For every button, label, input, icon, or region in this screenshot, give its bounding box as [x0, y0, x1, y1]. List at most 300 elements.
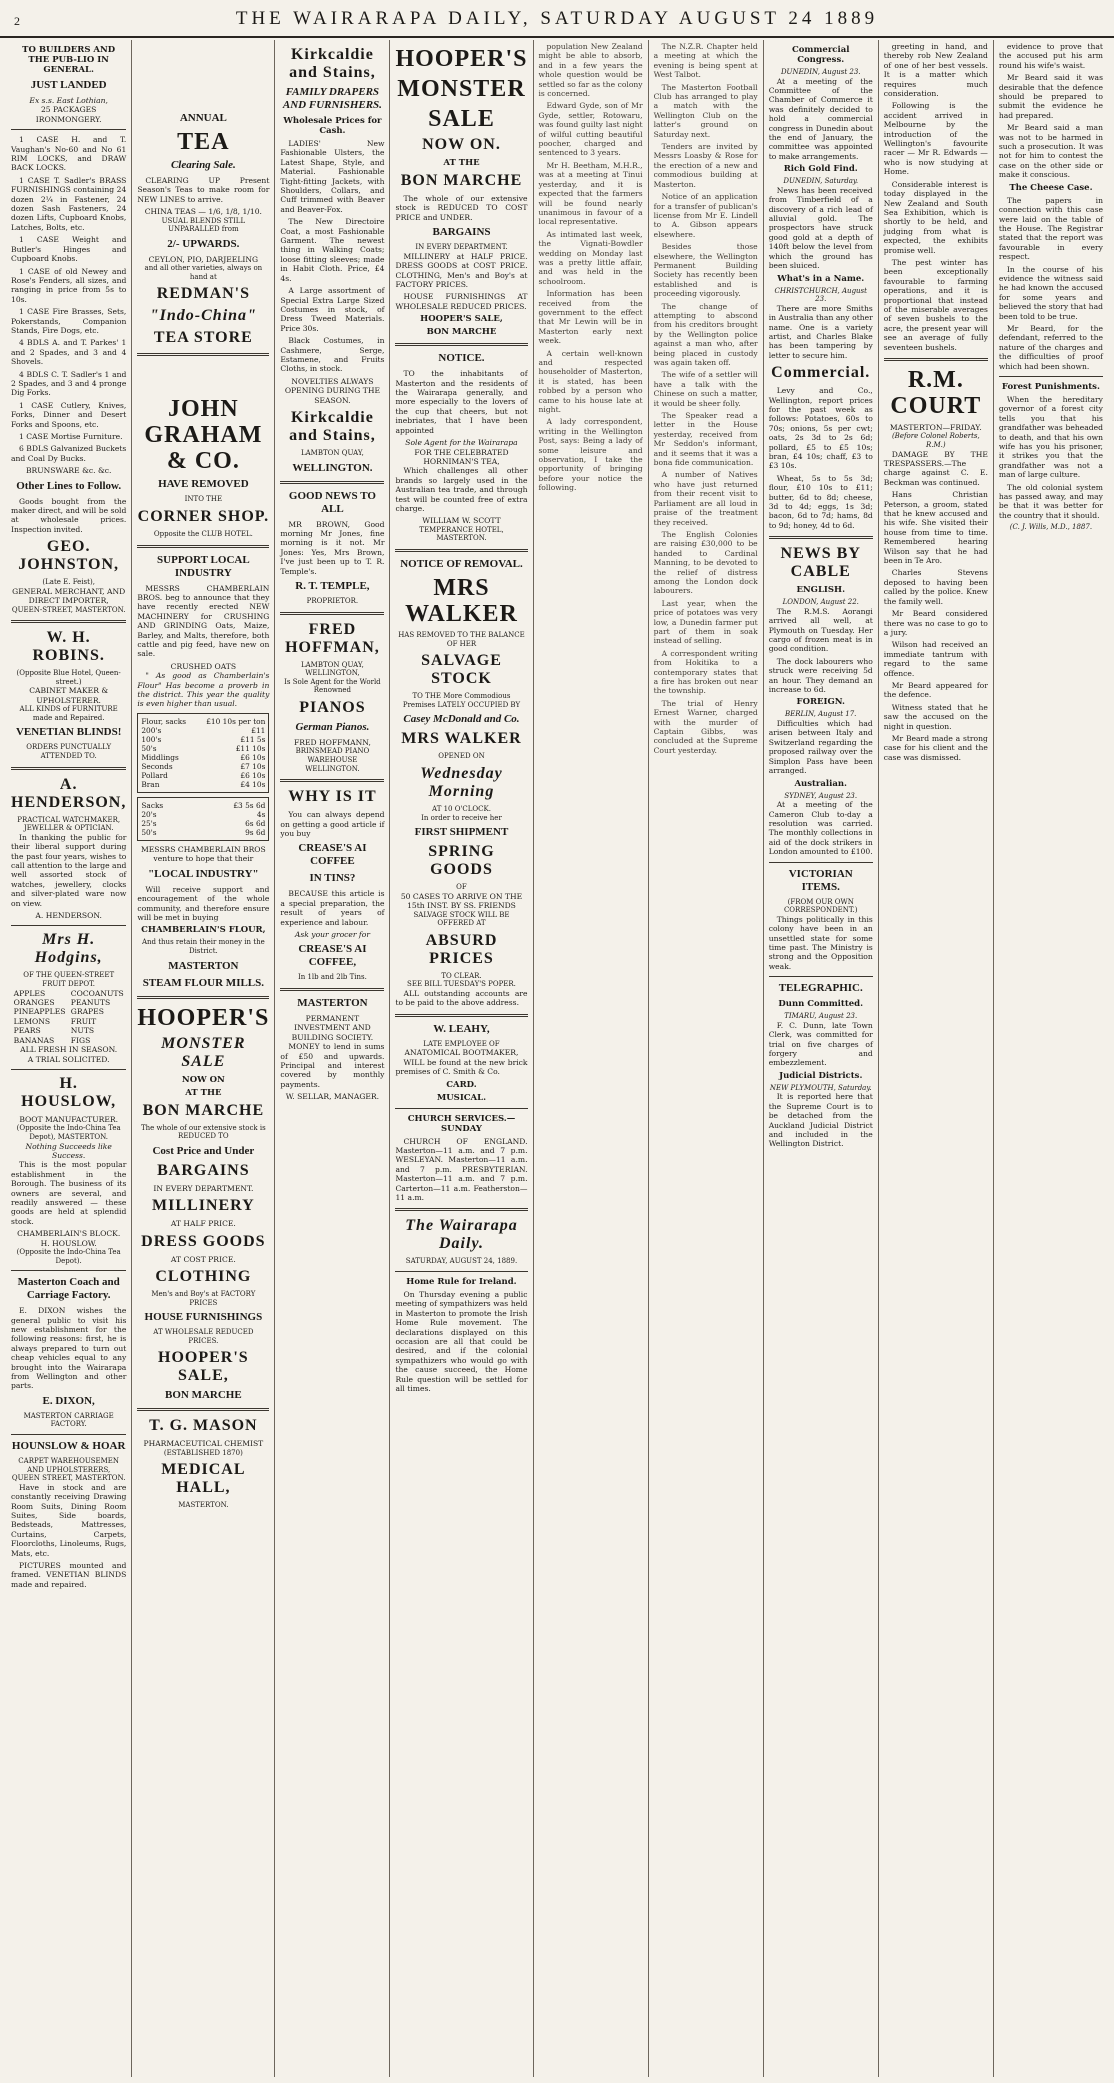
table-row: [141, 819, 265, 828]
packages-line: 25 PACKAGES IRONMONGERY.: [35, 105, 102, 124]
divider: [395, 1208, 527, 1211]
table-row: [141, 810, 265, 819]
article-paragraph: Wilson had received an immediate tantrum with regard to the same offence.: [883, 640, 988, 678]
rm-court-sub: MASTERTON—FRIDAY.: [889, 423, 982, 432]
tins-sizes: In 1lb and 2lb Tins.: [297, 973, 367, 982]
good-news-heading: GOOD NEWS TO ALL: [288, 489, 376, 515]
hounslow-name: HOUNSLOW & HOAR: [11, 1440, 126, 1452]
hounslow-trade: CARPET WAREHOUSEMEN AND UPHOLSTERERS,: [18, 1457, 120, 1474]
article-paragraph: The pest winter has been exceptionally favourable to farming operations, and it is proportional that instead of the miserable averages of seven bushels to the acre, the present year will see an average of fully seventeen bushels.: [883, 257, 988, 352]
list-item: 4 BDLS C. T. Sadler's 1 and 2 Spades, and 3 and 4 pronge Dig Forks.: [11, 369, 127, 398]
list-item: LEMONS: [13, 1016, 51, 1026]
list-item: APPLES: [13, 988, 46, 998]
sole-agent: Sole Agent for the Wairarapa: [405, 438, 518, 448]
home-rule-heading: Home Rule for Ireland.: [406, 1276, 517, 1287]
divider: [11, 129, 126, 130]
price-value: £10 10s per ton: [206, 716, 266, 726]
horniman-tea: FOR THE CELEBRATED HORNIMAN'S TEA,: [414, 447, 509, 466]
kirkcaldie-body-3: A Large assortment of Special Extra Large Sized Costumes in stock, of Dress Tweed Materials. Price 30s.: [280, 286, 385, 333]
hooper-sale: HOOPER'S SALE,: [158, 1349, 249, 1385]
graham-moved: HAVE REMOVED: [158, 478, 249, 491]
table-row: [141, 744, 265, 753]
divider: [280, 779, 384, 782]
henderson-body: In thanking the public for their liberal support during the past four years, wishes to call attention to the large and well assorted stock of watches, jewellery, clocks and silver-plated ware now on view.: [11, 832, 127, 908]
ask-grocer: Ask your grocer for: [294, 930, 370, 939]
usual-blends: USUAL BLENDS STILL UNPARALLED from: [161, 216, 246, 234]
johnston-name: GEO. JOHNSTON,: [18, 538, 120, 574]
accounts-body: ALL outstanding accounts are to be paid to the above address.: [395, 988, 528, 1008]
absurd-prices: ABSURD PRICES: [425, 931, 498, 967]
article-paragraph: The trial of Henry Ernest Warner, charged with the murder of Captain Gibbs, was concluded at the Supreme Court yesterday.: [653, 698, 758, 755]
list-item: 1 CASE Cutlery, Knives, Forks, Dinner and Desert Forks and Spoons, etc.: [11, 400, 127, 429]
chamberlain-flour: CHAMBERLAIN'S FLOUR,: [141, 925, 266, 936]
reduced-line: The whole of our extensive stock is REDUCED TO COST PRICE and UNDER.: [395, 194, 528, 222]
kirkcaldie-body-2: The New Directoire Coat, a most Fashionable Garment. The newest thing in Walking Coats; loose fitting sleeves; made in Habit Cloth. Price, £4 4s.: [280, 217, 385, 283]
wellington-2: WELLINGTON.: [305, 764, 360, 773]
venture-body: Will receive support and encouragement of the whole community, and therefore ensure will be met in buying: [137, 884, 270, 922]
article-paragraph: In the course of his evidence the witness said he had known the accused for some years and believed the story that had been told to be true.: [998, 264, 1103, 321]
local-industry-heading: SUPPORT LOCAL INDUSTRY: [157, 553, 250, 579]
article-paragraph: Hans Christian Peterson, a groom, stated that he knew accused and his wife. She visited their house from time to time. Remembered hearing Wilson say that he had been in Te Aro.: [883, 490, 988, 566]
price-item: 100's: [141, 734, 162, 744]
dateline: TIMARU, August 23.: [784, 1012, 858, 1021]
steam-mills-1: MASTERTON: [168, 959, 239, 972]
walker-name-2: MRS WALKER: [401, 730, 522, 748]
list-item: 4 BDLS A. and T. Parkes' 1 and 2 Spades, and 3 and 4 Shovels.: [11, 338, 127, 367]
list-item: 1 CASE Fire Brasses, Sets, Pokerstands, Companion Stands, Fire Dogs, etc.: [11, 307, 127, 335]
other-lines-heading: Other Lines to Follow.: [16, 479, 122, 492]
houslow-sub-2: (Opposite the Indo-China Tea Depot).: [16, 1247, 121, 1265]
ship-line: Ex s.s. East Lothian,: [29, 96, 108, 105]
price-table: [137, 713, 269, 793]
coach-factory-heading: Masterton Coach and Carriage Factory.: [17, 1276, 120, 1302]
divider: [395, 549, 527, 552]
column-6: [649, 40, 764, 2077]
every-department: IN EVERY DEPARTMENT.: [153, 1183, 254, 1193]
houslow-body: This is the most popular establishment in the Borough. The business of its owners are several, and readily answered — these goods are held at splendid stock.: [11, 1160, 127, 1226]
victorian-items-heading: VICTORIAN ITEMS.: [788, 867, 853, 893]
local-industry-body: MESSRS CHAMBERLAIN BROS. beg to announce that they have recently erected NEW MACHINERY for CRUSHING AND GRINDING Oats, Maize, Barley, and Malts, therefore, both cattle and pig feed, have new on sale.: [137, 583, 270, 659]
commercial-heading: Commercial.: [771, 364, 871, 382]
salvage-stock: SALVAGE STOCK: [421, 652, 502, 688]
has-removed: HAS REMOVED TO THE BALANCE OF HER: [398, 630, 525, 648]
good-news-body: MR BROWN, Good morning Mr Jones, fine morning is it not. Mr Jones: Yes, Mrs Brown, I've just been up to T. R. Temple's.: [280, 519, 385, 576]
price-item: Flour, sacks: [141, 716, 187, 726]
article-paragraph: As intimated last week, the Vignati-Bowdler wedding on Monday last was a pretty little affair, and was held in the schoolroom.: [538, 229, 643, 286]
column-9: [994, 40, 1108, 2077]
sale: SALE: [428, 106, 495, 132]
divider: [11, 1434, 126, 1435]
price-value: £6 10s: [240, 770, 266, 780]
price-value: £6 10s: [240, 752, 266, 762]
article-paragraph: Mr Beard, for the defendant, referred to the nature of the charges and the difficulties of proof which had been shown.: [998, 323, 1103, 371]
steam-mills-2: STEAM FLOUR MILLS.: [142, 976, 265, 989]
price-value: £7 10s: [240, 761, 266, 771]
bon-marche-2: BON MARCHE: [165, 1389, 242, 1402]
list-item: 1 CASE Mortise Furniture.: [19, 432, 123, 441]
column-2: [132, 40, 275, 2077]
why-body: You can always depend on getting a good article if you buy: [280, 810, 385, 838]
sacks-table: [137, 797, 269, 841]
permanent-society: PERMANENT INVESTMENT AND BUILDING SOCIETY.: [291, 1014, 374, 1042]
wellington: WELLINGTON.: [292, 461, 373, 474]
table-row: [141, 780, 265, 789]
column-4: [390, 40, 533, 2077]
hounslow-location: QUEEN STREET, MASTERTON.: [11, 1474, 126, 1483]
list-item: 6 BDLS Galvanized Buckets and Coal Dy Bucks.: [11, 444, 127, 463]
novelties: NOVELTIES ALWAYS OPENING DURING THE SEASON.: [284, 376, 381, 405]
hodgins-name: Mrs H. Hodgins,: [34, 931, 103, 967]
kirkcaldie-body-1: LADIES' New Fashionable Ulsters, the Latest Shape, Style, and Material. Fashionable Tight-fitting Jackets, with Shoulders, Collars, and Cuff trimmed with Beaver and Beaver-Fox.: [280, 139, 385, 214]
table-row: [141, 828, 265, 837]
kirkcaldie-heading: Kirkcaldie and Stains,: [289, 46, 376, 81]
table-row: [141, 726, 265, 735]
price-item: Middlings: [141, 752, 179, 762]
house-line: HOUSE FURNISHINGS AT WHOLESALE REDUCED PRICES.: [395, 292, 528, 311]
permanent-body: MONEY to lend in sums of £50 and upwards. Principal and interest covered by monthly payments.: [280, 1042, 385, 1089]
wholesale-prices: Wholesale Prices for Cash.: [283, 116, 382, 136]
dixon-name: E. DIXON,: [42, 1394, 95, 1407]
article-paragraph: The dock labourers who struck were receiving 5d an hour. They demand an increase to 6d.: [768, 656, 873, 695]
bon-marche: BON MARCHE: [142, 1101, 265, 1119]
johnston-sub: (Late E. Feist),: [42, 578, 95, 587]
divider: [11, 1069, 126, 1070]
table-row: [141, 753, 265, 762]
dateline: LONDON, August 22.: [782, 598, 859, 607]
article-paragraph: There are more Smiths in Australia than any other name. One is a variety artist, and Charles Blake has been tampering by letter to secure him.: [768, 303, 873, 360]
ceylon-body: and all other varieties, always on hand at: [144, 264, 263, 281]
builders-heading: TO BUILDERS AND THE PUB-LIO IN GENERAL.: [22, 45, 116, 75]
gold-find-heading: Rich Gold Find.: [783, 164, 858, 175]
article-paragraph: Notice of an application for a transfer of publican's license from Mr E. Lindell to A. Gibson appears elsewhere.: [653, 192, 758, 239]
article-paragraph: At a meeting of the Cameron Club to-day a resolution was carried. The monthly collections in aid of the dock strikers in London amounted to £100.: [768, 800, 873, 857]
article-paragraph: A lady correspondent, writing in the Wellington Post, says: Being a lady of some leisure and observation, I take the opportunity of bringing before your notice the following.: [538, 417, 643, 493]
now-on: NOW ON.: [422, 136, 501, 153]
hoffman-location: LAMBTON QUAY, WELLINGTON,: [300, 660, 364, 678]
tea-heading: TEA: [177, 129, 230, 155]
hooper-name: HOOPER'S: [137, 1004, 270, 1031]
article-paragraph: The N.Z.R. Chapter held a meeting at which the evening is being spent at West Talbot.: [653, 42, 758, 80]
houslow-trade: BOOT MANUFACTURER.: [19, 1114, 119, 1124]
fruit-list-right: [71, 989, 124, 1045]
list-item: 1 CASE Weight and Butler's Hinges and Cupboard Knobs.: [11, 235, 127, 264]
scott-sub: TEMPERANCE HOTEL,: [419, 525, 504, 534]
robins-name: W. H. ROBINS.: [32, 629, 105, 665]
article-paragraph: Charles Stevens deposed to having been called by the police. Knew the family well.: [883, 568, 988, 606]
dateline: DUNEDIN, Saturday.: [783, 177, 859, 186]
medical-hall: MEDICAL HALL,: [161, 1461, 246, 1497]
divider: [884, 358, 988, 361]
secretary: W. SELLAR, MANAGER.: [285, 1092, 380, 1102]
dixon-sub: MASTERTON CARRIAGE FACTORY.: [23, 1411, 114, 1429]
table-row: [141, 735, 265, 744]
henderson-name: A. HENDERSON,: [11, 775, 127, 811]
list-item: GRAPES: [70, 1007, 104, 1017]
masthead: [0, 0, 1114, 38]
ceylon-line: CEYLON, PIO, DARJEELING: [148, 254, 259, 264]
pianos: PIANOS: [299, 698, 366, 716]
article-paragraph: Mr Beard said a man was not to be harmed in such a prosecution. It was not for him to contest the case on the other side or make it conscious.: [998, 123, 1103, 180]
price-item: 25's: [141, 818, 157, 828]
newspaper-page: [6, 40, 1108, 2077]
price-value: 4s: [256, 809, 266, 819]
list-item: FIGS: [70, 1035, 91, 1045]
leahy-sub: LATE EMPLOYEE OF: [423, 1039, 500, 1048]
price-item: 200's: [141, 725, 162, 735]
mason-trade: PHARMACEUTICAL CHEMIST: [143, 1439, 264, 1449]
robins-sub: (Opposite Blue Hotel, Queen-street.): [16, 669, 121, 686]
telegraphic-heading: TELEGRAPHIC.: [778, 982, 863, 995]
price-item: 20's: [141, 809, 157, 819]
price-item: Sacks: [141, 800, 164, 810]
rm-court-heading: R.M. COURT: [890, 367, 982, 419]
dateline: BERLIN, August 17.: [785, 710, 857, 719]
article-paragraph: Levy and Co., Wellington, report prices for the past week as follows: Potatoes, 60s to 70s; onions, 5s per cwt; oats, 2s 3d to 2s 6d; pollard, £5 to £5 10s; bran, £4 10s; chaff, £3 to £3 10s.: [768, 386, 873, 471]
notice-heading: NOTICE.: [438, 352, 485, 365]
list-item: PINEAPPLES: [13, 1007, 66, 1017]
upwards: 2/- UPWARDS.: [167, 237, 240, 250]
english-heading: ENGLISH.: [796, 585, 846, 596]
at-cost: AT COST PRICE.: [170, 1254, 236, 1264]
cost-price: Cost Price and Under: [152, 1144, 255, 1157]
bon-marche: BON MARCHE: [400, 172, 523, 189]
bon-marche-2: BON MARCHE: [426, 327, 497, 338]
article-paragraph: F. C. Dunn, late Town Clerk, was committed for trial on five charges of forgery and embezzlement.: [768, 1020, 873, 1068]
just-landed-heading: JUST LANDED: [30, 79, 107, 91]
hoffman-body: Is Sole Agent for the World Renowned: [284, 677, 381, 695]
article-paragraph: Witness stated that he saw the accused on the night in question.: [883, 702, 988, 731]
price-value: £11: [251, 725, 266, 735]
divider: [137, 545, 269, 548]
to-clear: TO CLEAR.: [441, 971, 482, 980]
dixon-body: E. DIXON wishes the general public to visit his new establishment for the following reasons: first, he is always prepared to turn out cheap vehicles equal to any brought into the Wairarapa from Wellington and other parts.: [11, 1306, 127, 1391]
leahy-trade: ANATOMICAL BOOTMAKER,: [404, 1048, 519, 1058]
list-item: 1 CASE of old Newey and Rose's Fenders, all sizes, and ranging in price from 5s to 10s.: [11, 266, 127, 304]
notice-body: TO the inhabitants of Masterton and the residents of the Wairarapa generally, and more especially to the lovers of the cup that cheers, but not inebriates, that I have been appointed: [395, 369, 528, 435]
divider: [395, 1108, 527, 1109]
mason-est: (ESTABLISHED 1870): [163, 1448, 243, 1457]
spring-goods: SPRING GOODS: [428, 843, 495, 879]
clothing: CLOTHING: [155, 1267, 252, 1285]
divider: [395, 1014, 527, 1017]
list-item: FRUIT: [70, 1016, 97, 1026]
hodgins-sub: OF THE QUEEN-STREET FRUIT DEPOT.: [23, 971, 115, 989]
article-paragraph: A correspondent writing from Hokitika to a contemporary states that a fire has broken out near the township.: [653, 648, 758, 696]
bon-body: The whole of our extensive stock is REDUCED TO: [140, 1123, 266, 1141]
article-paragraph: Wheat, 5s to 5s 3d; flour, £10 10s to £11; butter, 6d to 8d; cheese, 3d to 4d; eggs, 1s 3d; bacon, 6d to 7d; hams, 8d to 9d; honey, 4d to 6d.: [768, 473, 873, 530]
article-paragraph: The papers in connection with this case were laid on the table of the House. The Registrar stated that the report was favourable in every respect.: [998, 195, 1103, 262]
opened-on: OPENED ON: [438, 752, 485, 761]
divider: [769, 536, 873, 539]
price-value: £11 10s: [235, 743, 266, 753]
article-paragraph: At a meeting of the Committee of the Chamber of Commerce it was definitely decided to hold a commercial congress in Dunedin about the end of January, the committee was appointed to make arrangements.: [768, 76, 873, 161]
divider: [280, 481, 384, 484]
paper-name: The Wairarapa Daily.: [405, 1217, 518, 1253]
article-paragraph: The Masterton Football Club has arranged to play a match with the Wellington Club on the latter's ground on Saturday next.: [653, 82, 758, 139]
divider: [395, 343, 527, 346]
german-pianos: German Pianos.: [295, 720, 370, 733]
in-tins: IN TINS?: [309, 872, 356, 885]
foreign-heading: FOREIGN.: [796, 697, 845, 708]
houslow-tagline: Nothing Succeeds like Success.: [25, 1141, 112, 1160]
houslow-sub: (Opposite the Indo-China Tea Depot), MASTERTON.: [16, 1124, 121, 1141]
walker-name: MRS WALKER: [405, 574, 518, 627]
article-paragraph: Things politically in this colony have been in an unsettled state for some time past. The Ministry is strong and the Opposition weak.: [768, 914, 873, 971]
article-paragraph: population New Zealand might be able to absorb, and in a few years the whole question would be settled so far as the colony is concerned.: [538, 42, 643, 99]
commercial-congress-heading: Commercial Congress.: [792, 45, 850, 65]
hooper-name: HOOPER'S: [395, 46, 528, 72]
other-lines-body: Goods bought from the maker direct, and will be sold at wholesale prices. Inspection invited.: [11, 496, 127, 534]
article-paragraph: DAMAGE BY THE TRESPASSERS.—The charge against C. E. Beckman was continued.: [883, 449, 988, 487]
brunsware-line: BRUNSWARE &c. &c.: [25, 466, 112, 476]
graham-into: INTO THE: [184, 495, 223, 504]
article-paragraph: Following is the accident arrived in Melbourne by the introduction of the Wellington's favourite racer — Mr R. Edwards — who is now studying at Home.: [883, 101, 988, 177]
divider: [137, 1408, 269, 1411]
robins-body: ALL KINDS of FURNITURE made and Repaired.: [19, 705, 118, 722]
venetian-heading: VENETIAN BLINDS!: [15, 726, 122, 739]
divider: [11, 925, 126, 926]
why-is-it: WHY IS IT: [288, 788, 377, 806]
page-number-left: 2: [14, 14, 20, 28]
redman-name: REDMAN'S: [156, 285, 251, 303]
card-heading: CARD.: [446, 1079, 477, 1090]
column-3: [275, 40, 390, 2077]
annual-label: ANNUAL: [179, 112, 227, 124]
brinsmead: BRINSMEAD PIANO WAREHOUSE: [295, 747, 370, 764]
article-paragraph: Mr Beard appeared for the defence.: [883, 680, 988, 700]
kirkcaldie-heading-2: Kirkcaldie and Stains,: [289, 408, 376, 444]
column-8: [879, 40, 994, 2077]
removal-heading: NOTICE OF REMOVAL.: [400, 557, 523, 570]
article-paragraph: A number of Natives who have just returned from their recent visit to Parliament are all loud in praise of the treatment they received.: [653, 470, 758, 527]
divider: [280, 612, 384, 615]
article-paragraph: Mr H. Beetham, M.H.R., was at a meeting at Tinui yesterday, and it is expected that the farmers will be found nearly unanimous in favour of a local representative.: [538, 160, 643, 227]
local-industry-quote: "LOCAL INDUSTRY": [148, 867, 259, 880]
leahy-name: W. LEAHY,: [433, 1022, 490, 1035]
crushed-oats: CRUSHED OATS: [170, 661, 237, 671]
scott-location: MASTERTON.: [436, 534, 487, 543]
article-paragraph: It is reported here that the Supreme Court is to be detached from the Auckland Judicial District and included in the Wellington District.: [768, 1092, 873, 1149]
divider: [395, 1271, 527, 1272]
rm-court-bench: (Before Colonel Roberts, R.M.): [891, 432, 980, 449]
table-row: [141, 717, 265, 726]
article-paragraph: Tenders are invited by Messrs Loasby & Rose for the erection of a new and commodious building at Masterton.: [653, 142, 758, 189]
article-paragraph: Edward Gyde, son of Mr Gyde, settler, Rotowaru, was found guilty last night of wilful cutting beautiful poocher, charged and sentenced to 3 years.: [538, 101, 643, 158]
ironmongery-list: [11, 135, 126, 463]
table-row: [141, 771, 265, 780]
list-item: PEANUTS: [70, 998, 111, 1008]
price-item: 50's: [141, 743, 157, 753]
price-value: 9s 6d: [245, 827, 266, 837]
tea-store: TEA STORE: [153, 329, 253, 347]
mens-line: Men's and Boy's at FACTORY PRICES: [151, 1289, 256, 1307]
clearing-sale: Clearing Sale.: [170, 159, 236, 171]
article-paragraph: A certain well-known and respected householder of Masterton, it is stated, has been robbed by a person who came to his house late at night.: [538, 348, 643, 415]
salvage-offered: SALVAGE STOCK WILL BE OFFERED AT: [413, 910, 510, 928]
first-shipment: FIRST SHIPMENT: [414, 826, 509, 839]
list-item: NUTS: [70, 1026, 95, 1036]
temple-sub: PROPRIETOR.: [306, 597, 359, 605]
forest-punishments-heading: Forest Punishments.: [1001, 382, 1100, 392]
creases-coffee-2: CREASE'S AI COFFEE,: [298, 943, 367, 969]
china-tea-prices: CHINA TEAS — 1/6, 1/8, 1/10.: [144, 207, 262, 217]
henderson-signature: A. HENDERSON.: [35, 911, 102, 921]
masterton-heading: MASTERTON: [297, 997, 368, 1009]
judicial-heading: Judicial Districts.: [779, 1070, 863, 1081]
article-paragraph: The wife of a settler will have a talk with the Chinese on such a matter, it would be sheer folly.: [653, 370, 758, 408]
price-value: £11 5s: [240, 734, 266, 744]
hoffman-name: FRED HOFFMAN,: [285, 620, 380, 656]
list-item: PEARS: [13, 1026, 41, 1036]
at-the: AT THE: [443, 158, 480, 168]
monster: MONSTER: [397, 76, 526, 102]
name-heading: What's in a Name.: [777, 273, 865, 284]
hodgins-foot: ALL FRESH IN SEASON.: [20, 1045, 118, 1055]
johnston-location: QUEEN-STREET, MASTERTON.: [11, 605, 126, 614]
article-paragraph: Mr Beard said it was desirable that the defence should be prepared to submit the evidence he had prepared.: [998, 73, 1103, 120]
church-services-heading: CHURCH SERVICES.—SUNDAY: [407, 1113, 516, 1134]
article-paragraph: Mr Beard made a strong case for his client and the case was dismissed.: [883, 733, 988, 762]
victorian-sub: (FROM OUR OWN CORRESPONDENT.): [783, 897, 858, 915]
price-item: Bran: [141, 779, 160, 789]
article-paragraph: The R.M.S. Aorangi arrived all well, at Plymouth on Tuesday. Her cargo of frozen meat is in good condition.: [768, 606, 873, 654]
list-item: ORANGES: [13, 998, 55, 1008]
hoffman-name-2: FRED HOFFMANN,: [293, 737, 371, 747]
divider: [769, 862, 873, 863]
divider: [999, 376, 1103, 377]
article-paragraph: Mr Beard considered there was no case to go to a jury.: [883, 609, 988, 637]
robins-trade: CABINET MAKER & UPHOLSTERER.: [29, 686, 109, 705]
house-sub: AT WHOLESALE REDUCED PRICES.: [153, 1328, 254, 1345]
johnston-trade: GENERAL MERCHANT, AND DIRECT IMPORTER,: [12, 586, 126, 606]
price-value: £3 5s 6d: [233, 800, 266, 810]
article-paragraph: News has been received from Timberfield of a discovery of a rich lead of alluvial gold. The prospectors have struck good gold at a depth of 140ft below the level from which the ground has been sluiced.: [768, 185, 873, 271]
tea-body: Which challenges all other brands so largely used in the Australian tea trade, and through test will be counted free of extra charge.: [395, 466, 528, 513]
indo-china: "Indo-China": [149, 307, 257, 325]
see-bills: SEE BILL TUESDAY'S POPER.: [407, 980, 516, 989]
bargains: BARGAINS: [432, 226, 491, 239]
fruit-list-left: [14, 989, 66, 1045]
dateline: NEW PLYMOUTH, Saturday.: [769, 1083, 872, 1092]
millinery: MILLINERY: [152, 1197, 255, 1215]
divider: [11, 767, 126, 770]
article-paragraph: The Speaker read a letter in the House yesterday, received from Mr Seddon's informant, and it seems that it was a bona fide communication.: [653, 411, 758, 468]
article-paragraph: greeting in hand, and thereby rob New Zealand of one of her best vessels. It is a matter which requires much consideration.: [883, 42, 988, 99]
divider: [280, 988, 384, 991]
table-row: [141, 762, 265, 771]
mason-name: T. G. MASON: [149, 1417, 258, 1435]
article-paragraph: Last year, when the price of potatoes was very low, a Dunedin farmer put part of them in soak instead of selling.: [653, 598, 758, 646]
dateline: CHRISTCHURCH, August 23.: [774, 286, 867, 304]
list-item: COCOANUTS: [70, 988, 124, 998]
price-item: 50's: [141, 827, 157, 837]
price-item: Seconds: [141, 761, 173, 771]
price-value: £4 10s: [240, 779, 266, 789]
list-item: 1 CASE T. Sadler's BRASS FURNISHINGS containing 24 dozen 2¼ in Fastener, 24 dozen Sash Fasteners, 24 dozen Lifts, Cupboard Knobs, Latches, Bolts, etc.: [11, 175, 127, 232]
half-price: AT HALF PRICE.: [170, 1219, 236, 1229]
perfection-line: " As good as Chamberlain's Flour" Has become a proverb in the district. This year the quality is even higher than usual.: [137, 671, 270, 709]
mason-location: MASTERTON.: [178, 1501, 229, 1510]
of-label: OF: [456, 883, 467, 892]
article-paragraph: The English Colonies are raising £30,000 to be handed to Cardinal Manning, to be devoted to the relief of distress among the London dock labourers.: [653, 529, 758, 596]
lambton-quay: LAMBTON QUAY,: [300, 448, 364, 457]
corner-shop: CORNER SHOP.: [137, 508, 270, 525]
at-ten: AT 10 O'CLOCK.: [432, 804, 491, 813]
divider: [137, 996, 269, 999]
clearing-body: CLEARING UP Present Season's Teas to make room for NEW LINES to arrive.: [137, 176, 270, 204]
column-1: [6, 40, 132, 2077]
news-by-cable: NEWS BY CABLE: [780, 545, 861, 581]
